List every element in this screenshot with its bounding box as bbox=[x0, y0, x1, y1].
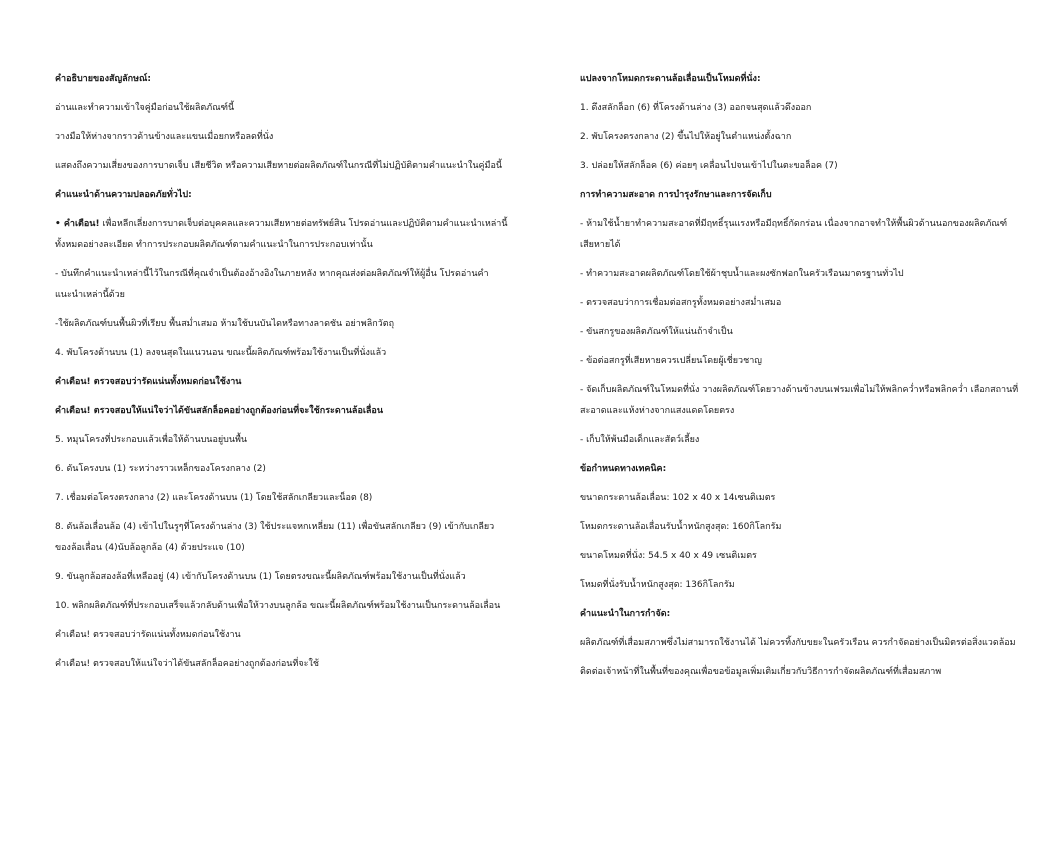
spec-item: โหมดที่นั่งรับน้ำหนักสูงสุด: 136กิโลกรัม bbox=[580, 580, 735, 590]
symbol-risk: แสดงถึงความเสี่ยงของการบาดเจ็บ เสียชีวิต หรือความเสียหายต่อผลิตภัณฑ์ในกรณีที่ไม่ปฏิบัติตามคำแนะนำในคู่มือนี้ bbox=[55, 161, 503, 171]
keep-instructions: - บันทึกคำแนะนำเหล่านี้ไว้ในกรณีที่คุณจำเป็นต้องอ้างอิงในภายหลัง หากคุณส่งต่อผลิตภัณฑ์ให้ผู้อื่น โปรดอ่านคำแนะนำเหล่านี้ด้วย bbox=[55, 269, 489, 300]
spec-item: โหมดกระดานล้อเลื่อนรับน้ำหนักสูงสุด: 160กิโลกรัม bbox=[580, 522, 782, 532]
care-item: - เก็บให้พ้นมือเด็กและสัตว์เลี้ยง bbox=[580, 435, 700, 445]
care-heading: การทำความสะอาด การบำรุงรักษาและการจัดเก็บ bbox=[580, 190, 772, 200]
convert-step-3: 3. ปล่อยให้สลักล็อค (6) ค่อยๆ เคลื่อนไปจนเข้าไปในตะขอล็อค (7) bbox=[580, 161, 838, 171]
step-4: 4. พับโครงด้านบน (1) ลงจนสุดในแนวนอน ขณะนี้ผลิตภัณฑ์พร้อมใช้งานเป็นที่นั่งแล้ว bbox=[55, 348, 387, 358]
step-8: 8. ดันล้อเลื่อนล้อ (4) เข้าไปในรูๆที่โครงด้านล่าง (3) ใช้ประแจหกเหลี่ยม (11) เพื่อขันสลักเกลียว (9) เข้ากับเกลียวของล้อเลื่อน (4)นับล้อลูกล้อ (4) ด้วยประแจ (10) bbox=[55, 522, 495, 553]
step-7: 7. เชื่อมต่อโครงตรงกลาง (2) และโครงด้านบน (1) โดยใช้สลักเกลียวและน็อต (8) bbox=[55, 493, 373, 503]
disposal-item: ติดต่อเจ้าหน้าที่ในพื้นที่ของคุณเพื่อขอข้อมูลเพิ่มเติมเกี่ยวกับวิธีการกำจัดผลิตภัณฑ์ที่เสื่อมสภาพ bbox=[580, 667, 942, 677]
flat-surface-note: -ใช้ผลิตภัณฑ์บนพื้นผิวที่เรียบ พื้นสม่ำเสมอ ห้ามใช้บนบันไดหรือทางลาดชัน อย่าพลิกวัตถุ bbox=[55, 319, 395, 329]
step-6: 6. ดันโครงบน (1) ระหว่างราวเหล็กของโครงกลาง (2) bbox=[55, 464, 266, 474]
symbols-heading: คำอธิบายของสัญลักษณ์: bbox=[55, 74, 151, 84]
disposal-item: ผลิตภัณฑ์ที่เสื่อมสภาพซึ่งไม่สามารถใช้งานได้ ไม่ควรทิ้งกับขยะในครัวเรือน ควรกำจัดอย่างเป็นมิตรต่อสิ่งแวดล้อม bbox=[580, 638, 1016, 648]
care-item: - ตรวจสอบว่าการเชื่อมต่อสกรูทั้งหมดอย่างสม่ำเสมอ bbox=[580, 298, 782, 308]
care-item: - ข้อต่อสกรูที่เสียหายควรเปลี่ยนโดยผู้เชี่ยวชาญ bbox=[580, 356, 762, 366]
spec-item: ขนาดกระดานล้อเลื่อน: 102 x 40 x 14เซนติเมตร bbox=[580, 493, 776, 503]
warning-paragraph bbox=[55, 214, 510, 256]
symbol-read-manual: อ่านและทำความเข้าใจคู่มือก่อนใช้ผลิตภัณฑ์นี้ bbox=[55, 103, 235, 113]
spec-heading: ข้อกำหนดทางเทคนิค: bbox=[580, 464, 667, 474]
warning-label: • คำเตือน! bbox=[55, 219, 100, 229]
warning-lock-2: คำเตือน! ตรวจสอบให้แน่ใจว่าได้ขันสลักล็อคอย่างถูกต้องก่อนที่จะใช้ bbox=[55, 659, 319, 669]
convert-step-2: 2. พับโครงตรงกลาง (2) ขึ้นไปให้อยู่ในตำแหน่งตั้งฉาก bbox=[580, 132, 792, 142]
symbol-hands-away: วางมือให้ห่างจากราวด้านข้างและแขนเมื่อยกหรือลดที่นั่ง bbox=[55, 132, 274, 142]
right-column bbox=[580, 69, 1020, 691]
convert-heading: แปลงจากโหมดกระดานล้อเลื่อนเป็นโหมดที่นั่ง: bbox=[580, 74, 761, 84]
care-item: - จัดเก็บผลิตภัณฑ์ในโหมดที่นั่ง วางผลิตภัณฑ์โดยวางด้านข้างบนเฟรมเพื่อไม่ให้พลิกคว่ำหรือพลิกคว่ำ เลือกสถานที่สะอาดและแห้งห่างจากแสงแดดโดยตรง bbox=[580, 385, 1019, 416]
spec-item: ขนาดโหมดที่นั่ง: 54.5 x 40 x 49 เซนติเมตร bbox=[580, 551, 757, 561]
care-item: - ห้ามใช้น้ำยาทำความสะอาดที่มีฤทธิ์รุนแรงหรือมีฤทธิ์กัดกร่อน เนื่องจากอาจทำให้พื้นผิวด้านนอกของผลิตภัณฑ์เสียหายได้ bbox=[580, 219, 1008, 250]
warning-lock: คำเตือน! ตรวจสอบให้แน่ใจว่าได้ขันสลักล็อคอย่างถูกต้องก่อนที่จะใช้กระดานล้อเลื่อน bbox=[55, 406, 383, 416]
safety-heading: คำแนะนำด้านความปลอดภัยทั่วไป: bbox=[55, 190, 192, 200]
convert-step-1: 1. ดึงสลักล็อก (6) ที่โครงด้านล่าง (3) ออกจนสุดแล้วดึงออก bbox=[580, 103, 812, 113]
step-9: 9. ขันลูกล้อสองล้อที่เหลืออยู่ (4) เข้ากับโครงด้านบน (1) โดยตรงขณะนี้ผลิตภัณฑ์พร้อมใช้งานเป็นที่นั่งแล้ว bbox=[55, 572, 466, 582]
warning-text: เพื่อหลีกเลี่ยงการบาดเจ็บต่อบุคคลและความเสียหายต่อทรัพย์สิน โปรดอ่านและปฏิบัติตามคำแนะนำเหล่านี้ทั้งหมดอย่างละเอียด ทำการประกอบผลิตภัณฑ์ตามคำแนะนำในการประกอบเท่านั้น bbox=[55, 219, 508, 250]
step-5: 5. หมุนโครงที่ประกอบแล้วเพื่อให้ด้านบนอยู่บนพื้น bbox=[55, 435, 248, 445]
care-item: - ขันสกรูของผลิตภัณฑ์ให้แน่นถ้าจำเป็น bbox=[580, 327, 733, 337]
care-item: - ทำความสะอาดผลิตภัณฑ์โดยใช้ผ้าชุบน้ำและผงซักฟอกในครัวเรือนมาตรฐานทั่วไป bbox=[580, 269, 904, 279]
warning-tight: คำเตือน! ตรวจสอบว่ารัดแน่นทั้งหมดก่อนใช้งาน bbox=[55, 377, 242, 387]
warning-tight-2: คำเตือน! ตรวจสอบว่ารัดแน่นทั้งหมดก่อนใช้งาน bbox=[55, 630, 241, 640]
step-10: 10. พลิกผลิตภัณฑ์ที่ประกอบเสร็จแล้วกลับด้านเพื่อให้วางบนลูกล้อ ขณะนี้ผลิตภัณฑ์พร้อมใช้งานเป็นกระดานล้อเลื่อน bbox=[55, 601, 501, 611]
disposal-heading: คำแนะนำในการกำจัด: bbox=[580, 609, 671, 619]
left-column bbox=[55, 69, 510, 683]
